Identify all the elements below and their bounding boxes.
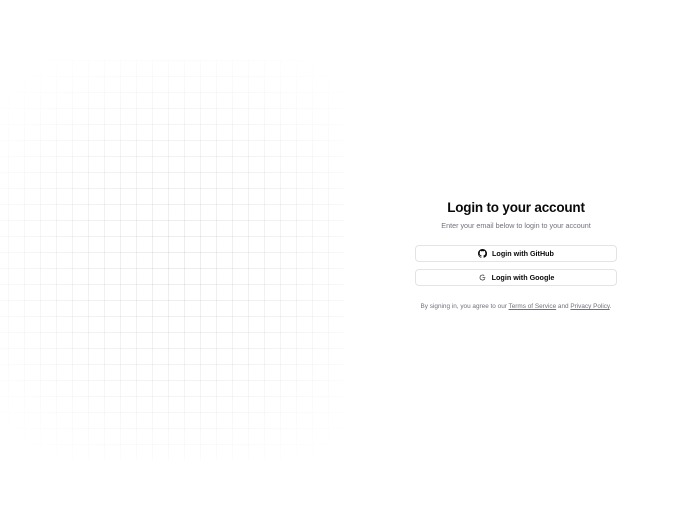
auth-panel	[344, 0, 688, 512]
login-card	[415, 200, 617, 312]
legal-conjunction: and	[556, 303, 571, 311]
page-subtitle: Enter your email below to login to your account	[441, 221, 591, 231]
github-icon	[478, 249, 487, 258]
legal-suffix: .	[609, 303, 612, 311]
login-with-google-label: Login with Google	[491, 273, 555, 283]
privacy-policy-link[interactable]: Privacy Policy	[570, 303, 610, 311]
terms-of-service-link[interactable]: Terms of Service	[508, 303, 557, 311]
login-with-github-button[interactable]	[415, 245, 617, 262]
google-icon	[478, 273, 487, 282]
login-with-google-button[interactable]	[415, 269, 617, 286]
page-title: Login to your account	[447, 200, 585, 216]
legal-prefix: By signing in, you agree to our	[420, 303, 509, 311]
login-with-github-label: Login with GitHub	[492, 249, 554, 259]
grid-pattern	[0, 60, 344, 460]
legal-disclaimer	[415, 302, 617, 312]
